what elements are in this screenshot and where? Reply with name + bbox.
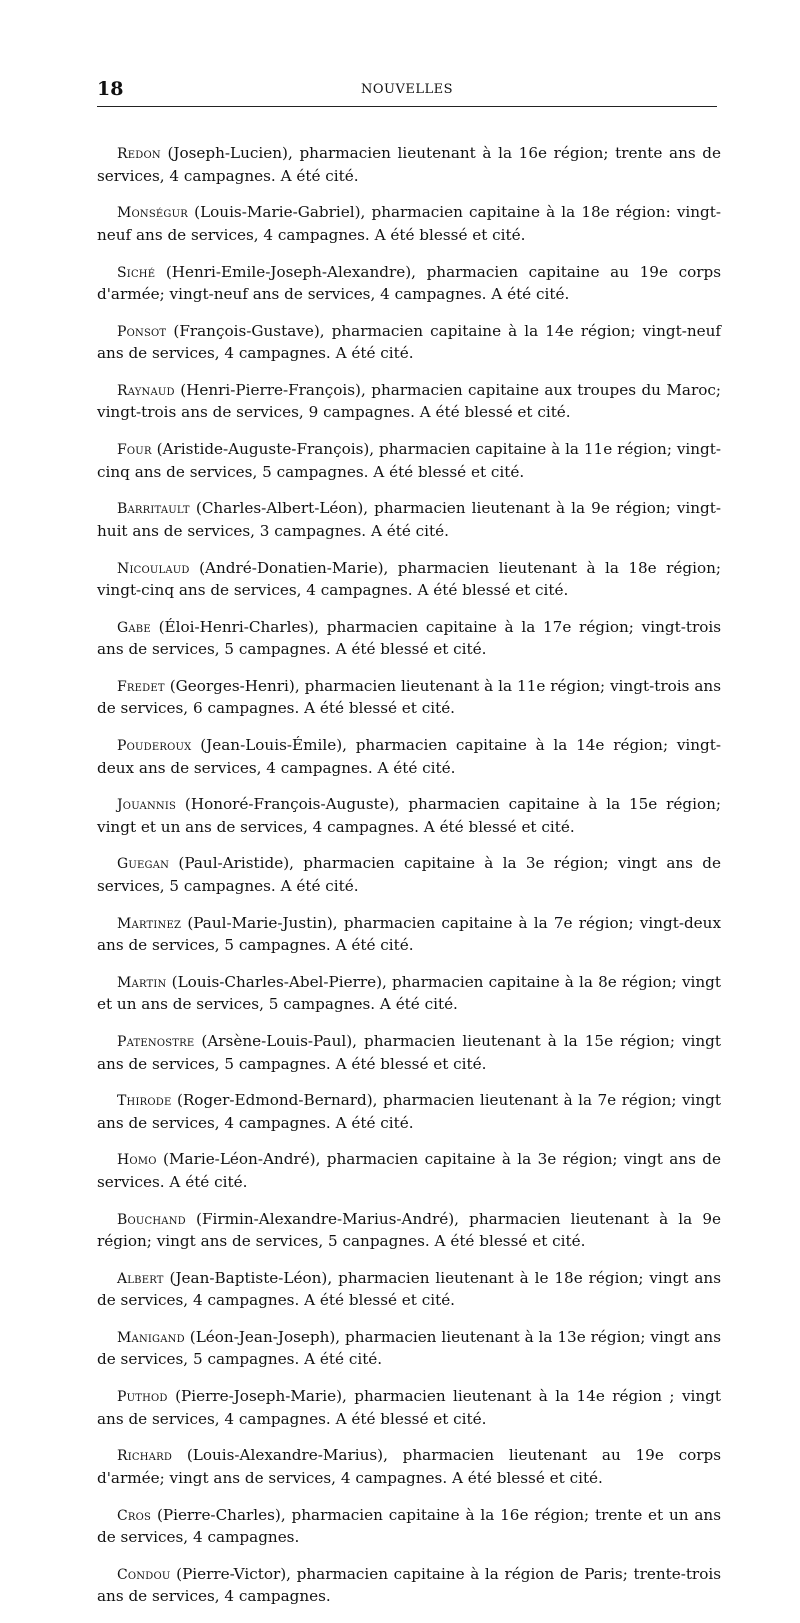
entry-17: [97, 1149, 721, 1193]
entry-0: [97, 143, 721, 187]
entry-surname: Martinez: [117, 915, 182, 932]
entry-22: [97, 1445, 721, 1489]
entry-text: (Louis-Charles-Abel-Pierre), pharmacien capitaine à la 8e région; vingt et un ans de services, 5 campagnes. A été cité.: [97, 972, 722, 1014]
entry-text: (Paul-Aristide), pharmacien capitaine à la 3e région; vingt ans de services, 5 campagnes. A été cité.: [97, 854, 721, 895]
header-rule: [97, 106, 717, 107]
entry-text: (Aristide-Auguste-François), pharmacien capitaine à la 11e région; vingt-cinq ans de services, 5 campagnes. A été blessé et cité.: [97, 440, 722, 481]
entry-12: [97, 853, 721, 897]
entry-23: [97, 1505, 721, 1549]
entry-text: (Charles-Albert-Léon), pharmacien lieutenant à la 9e région; vingt-huit ans de services, 3 campagnes. A été cité.: [97, 499, 722, 540]
entry-surname: Siché: [117, 264, 156, 281]
entry-surname: Raynaud: [117, 382, 175, 399]
page-header: [97, 78, 717, 100]
entry-6: [97, 498, 721, 542]
entry-text: (Jean-Louis-Émile), pharmacien capitaine à la 14e région; vingt-deux ans de services, 4 campagnes. A été cité.: [97, 736, 722, 777]
entry-surname: Jouannis: [117, 797, 177, 814]
entry-surname: Condou: [117, 1566, 171, 1583]
page-number: 18: [97, 78, 124, 100]
entry-text: (Henri-Emile-Joseph-Alexandre), pharmacien capitaine au 19e corps d'armée; vingt-neuf ans de services, 4 campagnes. A été cité.: [97, 262, 721, 304]
entry-text: (Marie-Léon-André), pharmacien capitaine à la 3e région; vingt ans de services. A été cité.: [97, 1150, 722, 1191]
entry-surname: Guegan: [117, 856, 170, 873]
entry-surname: Gabe: [117, 619, 151, 636]
entry-15: [97, 1031, 721, 1075]
entry-surname: Martin: [117, 974, 167, 991]
entry-24: [97, 1564, 721, 1608]
entry-text: (Roger-Edmond-Bernard), pharmacien lieutenant à la 7e région; vingt ans de services, 4 campagnes. A été cité.: [97, 1091, 721, 1132]
entry-text: (Arsène-Louis-Paul), pharmacien lieutenant à la 15e région; vingt ans de services, 5 campagnes. A été blessé et cité.: [97, 1032, 721, 1073]
entry-surname: Ponsot: [117, 323, 167, 340]
entry-13: [97, 913, 721, 957]
entry-surname: Barritault: [117, 501, 190, 518]
entry-text: (Henri-Pierre-François), pharmacien capitaine aux troupes du Maroc; vingt-trois ans de services, 9 campagnes. A été blessé et cité.: [97, 380, 722, 422]
entry-text: (Paul-Marie-Justin), pharmacien capitaine à la 7e région; vingt-deux ans de services, 5 campagnes. A été cité.: [97, 913, 722, 955]
entry-text: (Pierre-Victor), pharmacien capitaine à la région de Paris; trente-trois ans de services, 4 campagnes.: [97, 1564, 721, 1606]
entry-21: [97, 1386, 721, 1430]
entry-10: [97, 735, 721, 779]
running-title: NOUVELLES: [360, 82, 454, 97]
entry-14: [97, 972, 721, 1016]
entry-surname: Richard: [117, 1448, 173, 1465]
entry-text: (Georges-Henri), pharmacien lieutenant à la 11e région; vingt-trois ans de services, 6 campagnes. A été blessé et cité.: [97, 676, 722, 718]
entry-text: (Louis-Marie-Gabriel), pharmacien capitaine à la 18e région: vingt-neuf ans de services, 4 campagnes. A été blessé et cité.: [97, 203, 722, 244]
entry-16: [97, 1090, 721, 1134]
entry-surname: Bouchand: [117, 1211, 186, 1228]
entry-surname: Manigand: [117, 1329, 185, 1346]
entry-surname: Patenostre: [117, 1034, 195, 1050]
entry-4: [97, 380, 721, 424]
entry-18: [97, 1209, 721, 1253]
entry-surname: Albert: [117, 1270, 164, 1287]
entry-11: [97, 794, 721, 838]
entry-surname: Thirode: [117, 1093, 172, 1110]
entry-text: (André-Donatien-Marie), pharmacien lieutenant à la 18e région; vingt-cinq ans de services, 4 campagnes. A été blessé et cité.: [97, 558, 722, 599]
entry-text: (Pierre-Charles), pharmacien capitaine à la 16e région; trente et un ans de services, 4 campagnes.: [97, 1505, 721, 1546]
entry-text: (François-Gustave), pharmacien capitaine à la 14e région; vingt-neuf ans de services, 4 campagnes. A été cité.: [97, 321, 721, 363]
entry-2: [97, 262, 721, 306]
entry-3: [97, 321, 721, 365]
entry-19: [97, 1268, 721, 1312]
entry-surname: Nicoulaud: [117, 560, 190, 577]
entry-surname: Monségur: [117, 205, 188, 222]
entry-text: (Jean-Baptiste-Léon), pharmacien lieutenant à le 18e région; vingt ans de services, 4 campagnes. A été blessé et cité.: [97, 1268, 721, 1310]
entry-surname: Redon: [117, 146, 161, 163]
entry-surname: Puthod: [117, 1389, 168, 1406]
entry-8: [97, 617, 721, 661]
entry-text: (Honoré-François-Auguste), pharmacien capitaine à la 15e région; vingt et un ans de services, 4 campagnes. A été blessé et cité.: [97, 795, 721, 836]
entry-surname: Cros: [117, 1507, 152, 1524]
entry-text: (Éloi-Henri-Charles), pharmacien capitaine à la 17e région; vingt-trois ans de services, 5 campagnes. A été blessé et cité.: [97, 617, 722, 659]
entry-5: [97, 439, 721, 483]
entry-20: [97, 1327, 721, 1371]
entry-surname: Pouderoux: [117, 738, 192, 755]
entry-surname: Fredet: [117, 678, 165, 695]
entry-surname: Homo: [117, 1152, 157, 1169]
entry-9: [97, 676, 721, 720]
entry-text: (Joseph-Lucien), pharmacien lieutenant à la 16e région; trente ans de services, 4 campagnes. A été cité.: [97, 144, 722, 185]
entry-text: (Louis-Alexandre-Marius), pharmacien lieutenant au 19e corps d'armée; vingt ans de services, 4 campagnes. A été blessé et cité.: [97, 1446, 721, 1487]
entry-surname: Four: [117, 442, 152, 459]
entry-list: [97, 128, 721, 1623]
entry-1: [97, 202, 721, 246]
entry-text: (Pierre-Joseph-Marie), pharmacien lieutenant à la 14e région ; vingt ans de services, 4 campagnes. A été blessé et cité.: [97, 1387, 722, 1428]
entry-text: (Firmin-Alexandre-Marius-André), pharmacien lieutenant à la 9e région; vingt ans de services, 5 canpagnes. A été blessé et cité.: [97, 1209, 721, 1251]
entry-7: [97, 558, 721, 602]
entry-text: (Léon-Jean-Joseph), pharmacien lieutenant à la 13e région; vingt ans de services, 5 campagnes. A été cité.: [97, 1327, 721, 1369]
